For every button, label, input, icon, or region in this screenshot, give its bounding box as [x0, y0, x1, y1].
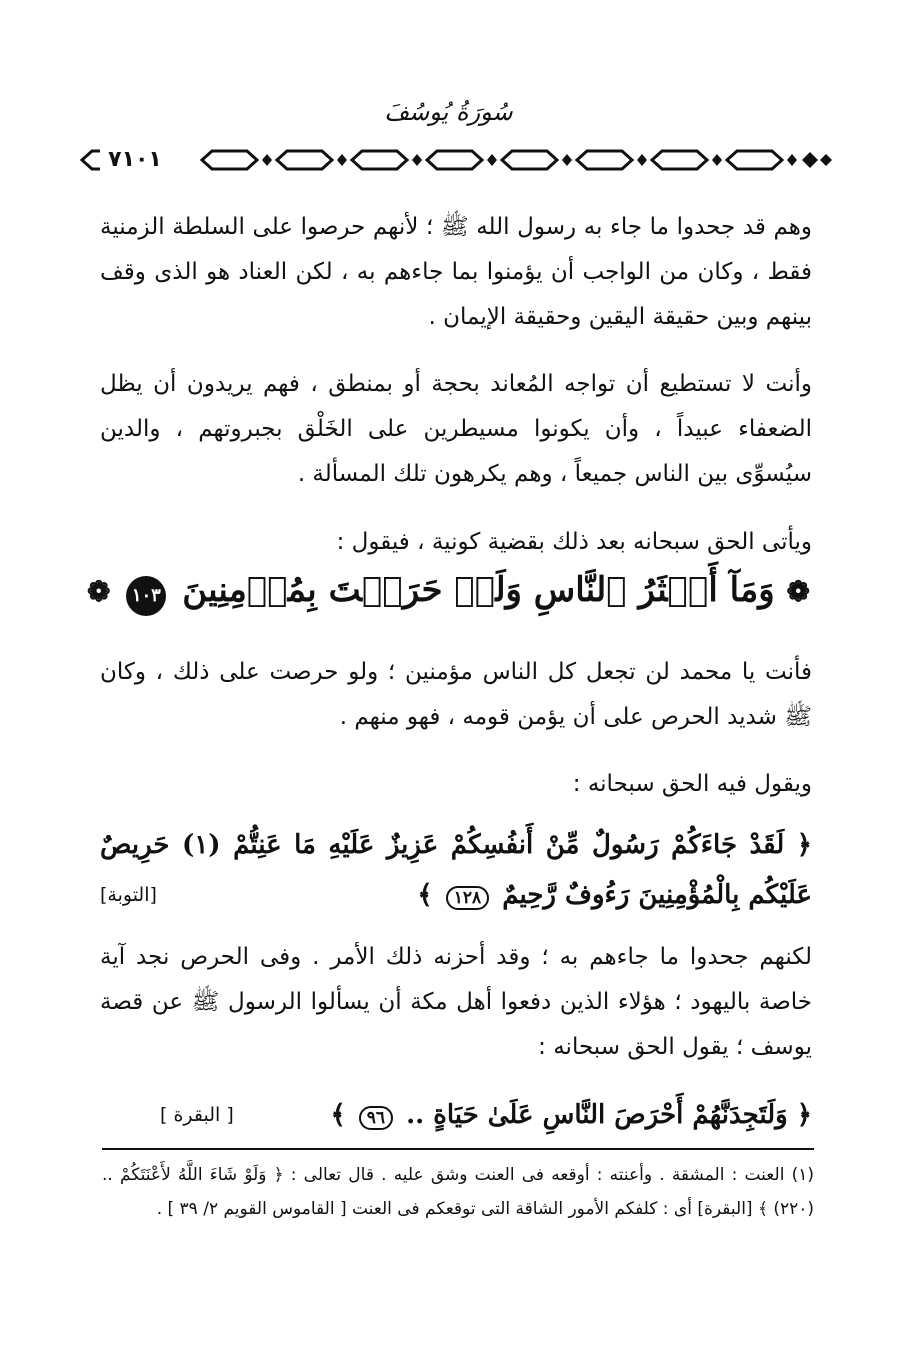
- verse-tawba-text: لَقَدْ جَاءَكُمْ رَسُولٌ مِّنْ أَنفُسِكُمْ عَزِيزٌ عَلَيْهِ مَا عَنِتُّمْ (١) حَرِيصٌ عَلَيْكُم بِالْمُؤْمِنِينَ رَءُوفٌ رَّحِيمٌ: [100, 830, 812, 910]
- footnote: [102, 1158, 814, 1226]
- quran-close-bracket: ﴾: [330, 1100, 346, 1130]
- verse-103: [0, 570, 897, 616]
- decorative-border: [72, 146, 832, 174]
- verse-baqara-source: [ البقرة ]: [160, 1104, 234, 1126]
- quran-close-bracket: ﴾: [417, 880, 433, 910]
- paragraph-3: ويأتى الحق سبحانه بعد ذلك بقضية كونية ، فيقول :: [336, 529, 812, 555]
- quran-open-bracket: ﴿: [796, 1100, 812, 1130]
- paragraph-4-block: [100, 650, 812, 740]
- paragraph-1: وهم قد جحدوا ما جاء به رسول الله ﷺ ؛ لأنهم حرصوا على السلطة الزمنية فقط ، وكان من الواجب أن يؤمنوا بما جاءهم به ، لكن العناد هو الذى وقف بينهم وبين حقيقة اليقين وحقيقة الإيمان .: [100, 214, 812, 330]
- verse-tawba-number: ١٢٨: [446, 886, 489, 910]
- right-ornament-icon: ❁: [786, 575, 810, 608]
- verse-baqara-text: وَلَتَجِدَنَّهُمْ أَحْرَصَ النَّاسِ عَلَىٰ حَيَاةٍ ..: [406, 1100, 788, 1130]
- footnote-text: (١) العنت : المشقة . وأعنته : أوقعه فى العنت وشق عليه . قال تعالى : ﴿ وَلَوْ شَاءَ اللَّهُ لأَعْنَتَكُمْ .. (٢٢٠) ﴾ [البقرة] أى : كلفكم الأمور الشاقة التى توقعكم فى العنت [ القاموس القويم ٢/ ٣٩ ] .: [102, 1165, 814, 1219]
- quran-open-bracket: ﴿: [796, 830, 812, 860]
- paragraph-2: وأنت لا تستطيع أن تواجه المُعاند بحجة أو بمنطق ، فهم يريدون أن يظل الضعفاء عبيداً ، وأن يكونوا مسيطرين على الخَلْق بجبروتهم ، والدين سيُسوِّى بين الناس جميعاً ، وهم يكرهون تلك المسألة .: [100, 371, 812, 487]
- paragraph-6: لكنهم جحدوا ما جاءهم به ؛ وقد أحزنه ذلك الأمر . وفى الحرص نجد آية خاصة باليهود ؛ هؤلاء الذين دفعوا أهل مكة أن يسألوا الرسول ﷺ عن قصة يوسف ؛ يقول الحق سبحانه :: [100, 944, 812, 1060]
- paragraph-2-block: [100, 362, 812, 497]
- verse-103-number: ١٠٣: [126, 576, 166, 616]
- verse-baqara-number: ٩٦: [359, 1106, 393, 1130]
- verse-103-text: وَمَآ أَكۡثَرُ ٱلنَّاسِ وَلَوۡ حَرَصۡتَ بِمُؤۡمِنِينَ: [182, 570, 775, 610]
- paragraph-4: فأنت يا محمد لن تجعل كل الناس مؤمنين ؛ ولو حرصت على ذلك ، وكان ﷺ شديد الحرص على أن يؤمن قومه ، فهو منهم .: [100, 659, 812, 730]
- verse-tawba: [100, 820, 812, 920]
- paragraph-3-block: [100, 520, 812, 565]
- paragraph-5: ويقول فيه الحق سبحانه :: [572, 771, 812, 797]
- paragraph-6-block: [100, 935, 812, 1070]
- left-ornament-icon: ❁: [87, 575, 111, 608]
- paragraph-5-block: [100, 762, 812, 807]
- paragraph-1-block: [100, 205, 812, 340]
- page-number: ٧١٠١: [100, 147, 170, 173]
- verse-tawba-source: [التوبة]: [100, 884, 157, 906]
- surah-title: سُورَةُ يُوسُفَ: [384, 98, 513, 126]
- footnote-divider: [102, 1148, 814, 1150]
- verse-baqara: [100, 1093, 812, 1137]
